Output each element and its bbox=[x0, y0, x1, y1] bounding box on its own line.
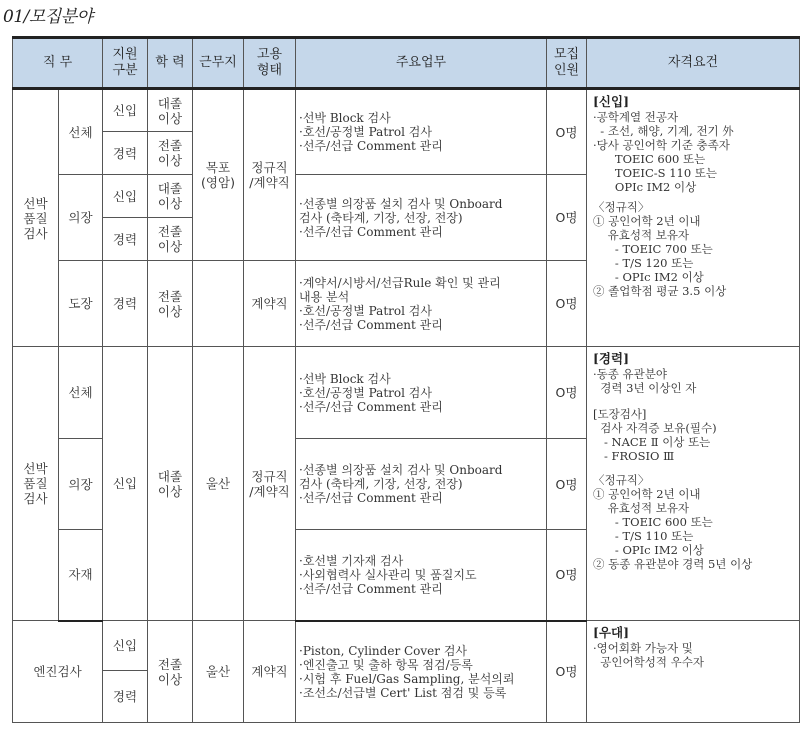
header-headcount: 모집 인원 bbox=[547, 38, 587, 89]
location-cell: 목포 (영암) bbox=[193, 89, 244, 261]
qual-line: OPIc IM2 이상 bbox=[593, 180, 697, 194]
section-title: 01/모집분야 bbox=[3, 7, 93, 27]
recruitment-table bbox=[12, 36, 800, 723]
edu-cell: 전졸 이상 bbox=[148, 261, 193, 347]
group-label: 엔진검사 bbox=[13, 621, 103, 723]
qual-line: ① 공인어학 2년 이내 bbox=[593, 214, 701, 228]
employment-cell: 정규직 /계약직 bbox=[244, 347, 296, 621]
sub-label: 도장 bbox=[59, 261, 103, 347]
header-location: 근무지 bbox=[193, 38, 244, 89]
duties-cell: ·선종별 의장품 설치 검사 및 Onboard 검사 (축타계, 기장, 선장, 전장) ·선주/선급 Comment 관리 bbox=[296, 175, 547, 261]
header-row bbox=[13, 38, 800, 89]
qual-line: ·동종 유관분야 bbox=[593, 367, 667, 381]
table-row bbox=[13, 347, 800, 439]
qual-line: 경력 3년 이상인 자 bbox=[593, 381, 697, 395]
qual-subhead: 〈정규직〉 bbox=[593, 473, 650, 487]
sub-label: 선체 bbox=[59, 89, 103, 175]
qual-line: - OPIc IM2 이상 bbox=[593, 270, 704, 284]
header-edu: 학 력 bbox=[148, 38, 193, 89]
qual-line: - T/S 110 또는 bbox=[593, 529, 694, 543]
table-row bbox=[13, 89, 800, 132]
group-label: 선박 품질 검사 bbox=[13, 89, 59, 347]
headcount-cell: O명 bbox=[547, 89, 587, 175]
header-qualifications: 자격요건 bbox=[587, 38, 800, 89]
qual-line: 유효성적 보유자 bbox=[593, 228, 690, 242]
qual-line: ② 졸업학점 평균 3.5 이상 bbox=[593, 284, 727, 298]
employment-cell: 계약직 bbox=[244, 621, 296, 723]
edu-cell: 전졸 이상 bbox=[148, 621, 193, 723]
type-cell: 경력 bbox=[103, 218, 148, 261]
qual-line: 검사 자격증 보유(필수) bbox=[593, 421, 717, 435]
edu-cell: 대졸 이상 bbox=[148, 89, 193, 132]
header-duties: 주요업무 bbox=[296, 38, 547, 89]
type-cell: 경력 bbox=[103, 261, 148, 347]
location-cell-empty bbox=[193, 261, 244, 347]
headcount-cell: O명 bbox=[547, 621, 587, 723]
headcount-cell: O명 bbox=[547, 261, 587, 347]
qual-subhead: 〈정규직〉 bbox=[593, 200, 650, 214]
header-type: 지원 구분 bbox=[103, 38, 148, 89]
qual-line: - OPIc IM2 이상 bbox=[593, 543, 704, 557]
qual-line: - 조선, 해양, 기계, 전기 外 bbox=[593, 124, 734, 138]
qual-line: ·공학계열 전공자 bbox=[593, 110, 679, 124]
sub-label: 의장 bbox=[59, 175, 103, 261]
headcount-cell: O명 bbox=[547, 347, 587, 439]
duties-cell: ·계약서/시방서/선급Rule 확인 및 관리 내용 분석 ·호선/공정별 Patrol 검사 ·선주/선급 Comment 관리 bbox=[296, 261, 547, 347]
edu-cell: 대졸 이상 bbox=[148, 175, 193, 218]
qual-line: ·영어회화 가능자 및 bbox=[593, 641, 693, 655]
headcount-cell: O명 bbox=[547, 175, 587, 261]
qual-line: TOEIC 600 또는 bbox=[593, 152, 706, 166]
duties-cell: ·Piston, Cylinder Cover 검사 ·엔진출고 및 출하 항목 점검/등록 ·시험 후 Fuel/Gas Sampling, 분석의뢰 ·조선소/선급별 Cert' List 점검 및 등록 bbox=[296, 621, 547, 723]
qual-line: - TOEIC 700 또는 bbox=[593, 242, 713, 256]
qual-line: - TOEIC 600 또는 bbox=[593, 515, 713, 529]
group-label: 선박 품질 검사 bbox=[13, 347, 59, 621]
qual-line: ·당사 공인어학 기준 충족자 bbox=[593, 138, 730, 152]
qual-head: [경력] bbox=[593, 351, 629, 366]
headcount-cell: O명 bbox=[547, 439, 587, 530]
edu-cell: 전졸 이상 bbox=[148, 218, 193, 261]
qual-line: TOEIC-S 110 또는 bbox=[593, 166, 718, 180]
duties-cell: ·호선별 기자재 검사 ·사외협력사 실사관리 및 품질지도 ·선주/선급 Comment 관리 bbox=[296, 530, 547, 621]
qual-line: 유효성적 보유자 bbox=[593, 501, 690, 515]
type-cell: 경력 bbox=[103, 671, 148, 723]
employment-cell: 계약직 bbox=[244, 261, 296, 347]
qual-line: ② 동종 유관분야 경력 5년 이상 bbox=[593, 557, 753, 571]
type-cell: 신입 bbox=[103, 347, 148, 621]
type-cell: 신입 bbox=[103, 175, 148, 218]
location-cell: 울산 bbox=[193, 621, 244, 723]
qualification-cell-1 bbox=[587, 89, 800, 347]
qual-head: [신입] bbox=[593, 94, 629, 109]
headcount-cell: O명 bbox=[547, 530, 587, 621]
location-cell: 울산 bbox=[193, 347, 244, 621]
sub-label: 선체 bbox=[59, 347, 103, 439]
header-employment: 고용 형태 bbox=[244, 38, 296, 89]
qualification-cell-2 bbox=[587, 347, 800, 621]
type-cell: 신입 bbox=[103, 89, 148, 132]
qual-subhead: [도장검사] bbox=[593, 407, 647, 421]
type-cell: 신입 bbox=[103, 621, 148, 671]
qual-line: ① 공인어학 2년 이내 bbox=[593, 487, 701, 501]
edu-cell: 대졸 이상 bbox=[148, 347, 193, 621]
type-cell: 경력 bbox=[103, 132, 148, 175]
qual-head: [우대] bbox=[593, 625, 629, 640]
qualification-cell-3 bbox=[587, 621, 800, 723]
duties-cell: ·선박 Block 검사 ·호선/공정별 Patrol 검사 ·선주/선급 Comment 관리 bbox=[296, 347, 547, 439]
header-job: 직 무 bbox=[13, 38, 103, 89]
qual-line: - FROSIO Ⅲ bbox=[593, 449, 675, 463]
qual-line: - T/S 120 또는 bbox=[593, 256, 694, 270]
sub-label: 자재 bbox=[59, 530, 103, 621]
qual-line: - NACE Ⅱ 이상 또는 bbox=[593, 435, 711, 449]
qual-line: 공인어학성적 우수자 bbox=[593, 655, 704, 669]
sub-label: 의장 bbox=[59, 439, 103, 530]
table-row bbox=[13, 621, 800, 671]
duties-cell: ·선종별 의장품 설치 검사 및 Onboard 검사 (축타계, 기장, 선장, 전장) ·선주/선급 Comment 관리 bbox=[296, 439, 547, 530]
employment-cell: 정규직 /계약직 bbox=[244, 89, 296, 261]
duties-cell: ·선박 Block 검사 ·호선/공정별 Patrol 검사 ·선주/선급 Comment 관리 bbox=[296, 89, 547, 175]
edu-cell: 전졸 이상 bbox=[148, 132, 193, 175]
